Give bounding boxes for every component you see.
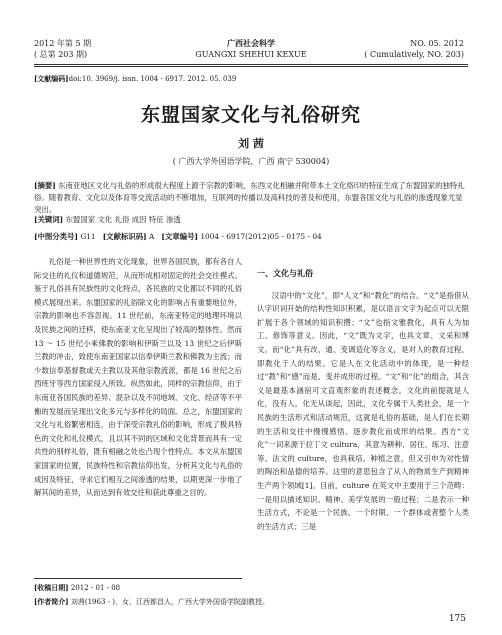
section-heading: 一、文化与礼俗 — [257, 269, 313, 278]
journal-name-en: GUANGXI SHEHUI KEXUE — [195, 50, 307, 59]
author-bio-value: 刘茜(1963 - )，女，江西都昌人，广西大学外国语学院副教授。 — [70, 598, 269, 606]
article-id-value: 1004 - 6917(2012)05 - 0175 - 04 — [200, 232, 322, 241]
author-bio — [34, 595, 269, 609]
article-id-label: [文章编号] — [161, 232, 198, 241]
doi-value: doi:10. 3969/j. issn. 1004 - 6917. 2012. 05. 039 — [68, 75, 237, 83]
journal-issue-en — [364, 38, 464, 60]
doi-label: [文献编码] — [34, 74, 69, 83]
cumulative-issue-en: ( Cumulatively, NO. 203) — [364, 50, 464, 59]
abstract-label: [摘要] — [34, 181, 56, 190]
clc-label: [中图分类号] — [34, 232, 78, 241]
author-affiliation: ( 广西大学外国语学院，广西 南宁 530004) — [172, 157, 330, 166]
journal-name-cn: 广西社会科学 — [227, 39, 275, 48]
cumulative-issue: ( 总第 203 期) — [34, 50, 88, 59]
keywords-label: [关键词] — [34, 215, 64, 224]
issue-number: 2012 年第 5 期 — [34, 39, 92, 48]
issue-number-en: NO. 05. 2012 — [410, 39, 464, 48]
body-column-right — [257, 255, 469, 533]
footnote — [34, 581, 269, 609]
doc-code-label: [文献标识码] — [102, 232, 147, 241]
received-value: 2012 - 01 - 08 — [70, 584, 121, 592]
abstract-text: 东南亚地区文化与礼俗的形成很大程度上源于宗教的影响，东西文化相融并附带本土文化烙印的特征生成了东盟国家的独特礼俗。随着教育、文化以及体育等交流活动的不断增加，互联网的传播以及高科技的普及和使用，东盟各国文化与礼俗的渗透现象尤显突出。 — [34, 181, 465, 214]
classification-line — [34, 231, 322, 242]
clc-value: G11 — [80, 232, 96, 241]
author-bio-label: [作者简介] — [34, 597, 69, 606]
received-label: [收稿日期] — [34, 583, 69, 592]
abstract — [34, 180, 468, 216]
keywords — [34, 214, 181, 225]
doi-line — [34, 74, 236, 84]
header-rule-thin — [34, 66, 468, 67]
body-column-left — [34, 255, 242, 500]
body-paragraph-left: 礼俗是一种世界性的文化现象，世界各国民族，都有各自人际交往的礼仪和道德规范，从而形成相对固定的社会交往模式。鉴于礼俗具有民族性的文化特点，各民族的文化都以不同的礼俗模式展现出来。东盟国家的礼俗除文化的影响占有重要地位外，宗教的影响也不容忽视。11 世纪前，东南亚特定的地理环境以及民族之间的迁移，使东南亚文化呈现出了较高的整体性。然而 13 ～ 15 世纪小乘佛教的影响和伊斯兰以及 13 世纪之后伊斯兰教的冲击，致使东南亚国家以信奉伊斯兰教和佛教为主流；而少数信奉基督教或天主教以及其他宗教流派，都是 16 世纪之后西班牙等西方国家侵入所致。纵然如此，同样的宗教信仰，由于东南亚各国民族的差异、混杂以及不同地域、文化、经济等不平衡的发展而呈现出文化多元与多样化的局面。总之，东盟国家的文化与礼俗繁密相连，由于深受宗教礼俗的影响，形成了极具特色的文化和礼仪模式，且以其不同的区域和文化背景而具有一定共性的别样礼俗，既有相融之处也凸现个性特点。本文从东盟国家国家的位置，民族特性和宗教信仰出发，分析其文化与礼俗的成因及特征，寻求它们相互之间渗透的结果，以期更深一步地了解其间的差异，从而达到有效交往和获此尊重之目的。 — [34, 257, 242, 498]
article-title: 东盟国家文化与礼俗研究 — [140, 104, 361, 126]
author-name: 刘 茜 — [238, 137, 264, 150]
doc-code-value: A — [149, 232, 155, 241]
received-date — [34, 581, 269, 595]
keywords-text: 东盟国家 文化 礼俗 成因 特征 渗透 — [65, 215, 181, 224]
header-rule — [34, 64, 468, 65]
page-number: 175 — [448, 614, 466, 624]
footnote-rule — [34, 578, 242, 579]
body-paragraph-right: 汉语中的“文化”，即“人文”和“教化”的结合。“文”是指借从认字识词开始的结构性知识积累，是以语言文字为起点可以无限扩展于各个领域的知识积攒；“文”也指文雅教化，具有人为加工、修饰等意义。因此，“文”既为文字，也具文章、文采和博文。而“化”具有改、通、变调造化等含义，是对人的教育过程，即教化于人的结果。它是人在文化活动中的体现，是一种经过“教”和“感”而是、变并成形的过程。“文”和“化”的组合，其含义是最基本涵宿可文直观形象的表述概念。文化的前提就是人化，没有人，化无从谈起，因此，文化专属于人类社会，是一个民族的生活形式和活动规范，这就是礼俗的基础，是人们在长期的生活和交往中慢慢感悟、逐步教化而成形的结果。西方“文化”一词来源于拉丁文 cultura，其意为耕种、居住、练习、注意等。法文的 culture，也具栽培、种植之意，但又引申为对性情的陶冶和品德的培养。这里的意思包含了从人的物质生产到精神生产两个领域[1]。目前，culture 在英文中主要用于三个范畴：一是用以描述知识、精神、美学发展的一般过程；二是表示一种生活方式，不论是一个民族、一个时期、一个群体或者整个人类的生活方式；三是 — [257, 290, 469, 531]
